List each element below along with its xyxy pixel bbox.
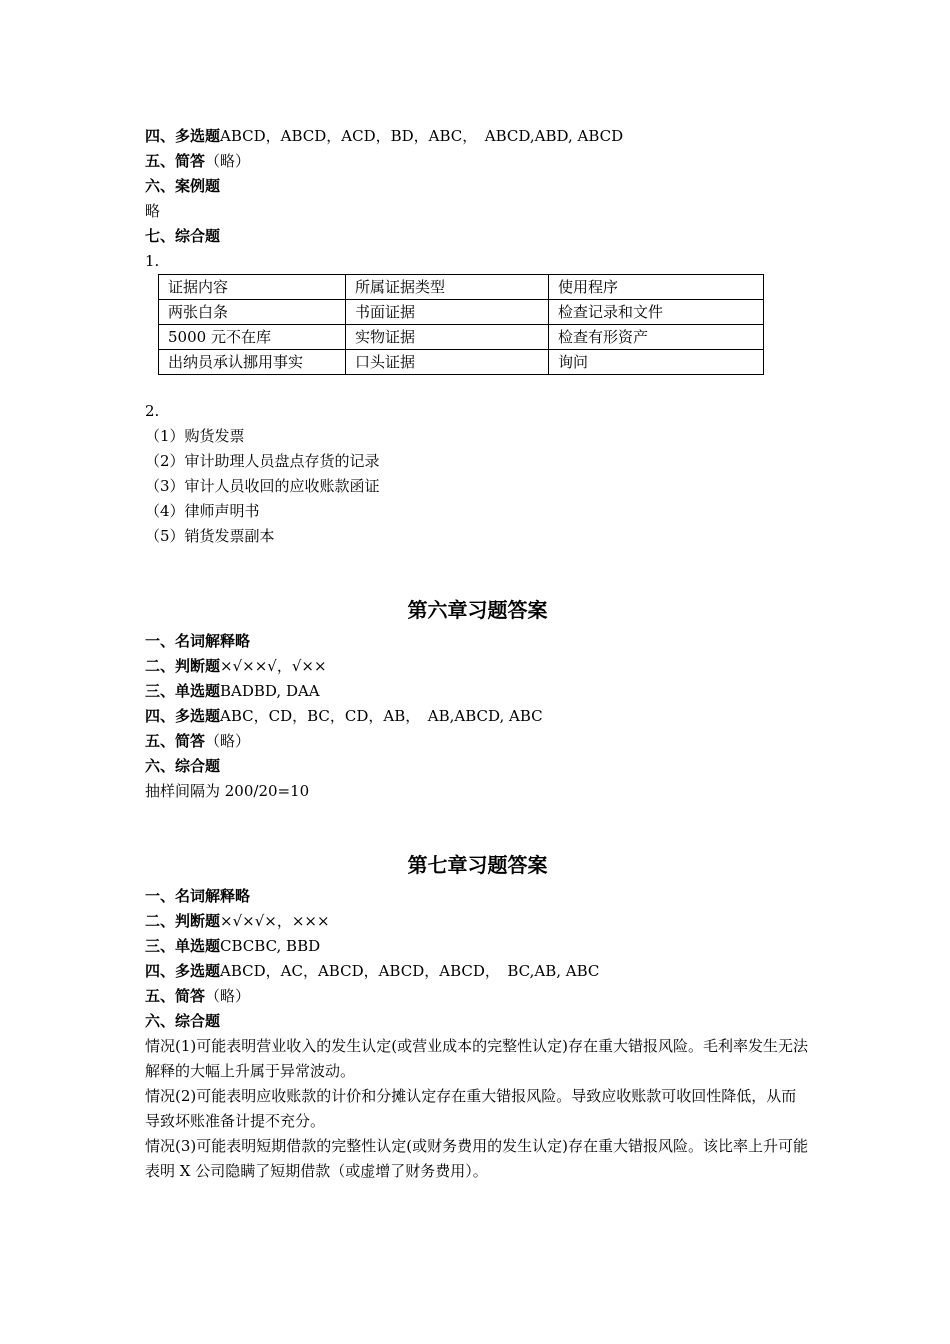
item-number: 2. xyxy=(145,402,160,420)
answer: ABCD，ABCD，ACD，BD，ABC， ABCD,ABD, ABCD xyxy=(220,127,624,145)
paragraph: 情况(1)可能表明营业收入的发生认定(或营业成本的完整性认定)存在重大错报风险。毛利率发生无法解释的大幅上升属于异常波动。 xyxy=(145,1037,808,1080)
list-item: （4）律师声明书 xyxy=(145,502,260,520)
table-header-cell: 使用程序 xyxy=(549,275,764,300)
ch7-multiple-choice xyxy=(145,959,810,984)
chapter-title: 第七章习题答案 xyxy=(407,853,548,877)
ch5-short-answer xyxy=(145,149,810,174)
table-header-cell: 所属证据类型 xyxy=(346,275,549,300)
answer: ABCD，AC，ABCD，ABCD，ABCD， BC,AB, ABC xyxy=(220,962,600,980)
table-cell: 口头证据 xyxy=(346,350,549,375)
chapter-title: 第六章习题答案 xyxy=(407,598,548,622)
answer: CBCBC, BBD xyxy=(220,937,321,955)
table-cell: 5000 元不在库 xyxy=(159,325,346,350)
list-item: （3）审计人员收回的应收账款函证 xyxy=(145,477,380,495)
paragraph: 情况(3)可能表明短期借款的完整性认定(或财务费用的发生认定)存在重大错报风险。该比率上升可能表明 X 公司隐瞒了短期借款（或虚增了财务费用）。 xyxy=(145,1137,808,1180)
table-cell: 询问 xyxy=(549,350,764,375)
ch5-case-heading: 六、案例题 xyxy=(145,177,221,195)
paragraph: 情况(2)可能表明应收账款的计价和分摊认定存在重大错报风险。导致应收账款可收回性降低，从而导致坏账准备计提不充分。 xyxy=(145,1087,797,1130)
ch7-true-false xyxy=(145,909,810,934)
label: 五、简答 xyxy=(145,732,206,750)
item-number: 1. xyxy=(145,252,160,270)
label: 五、简答 xyxy=(145,987,206,1005)
label: 二、判断题 xyxy=(145,912,221,930)
ch7-short-answer xyxy=(145,984,810,1009)
label: 五、简答 xyxy=(145,152,206,170)
ch5-multiple-choice xyxy=(145,124,810,149)
ch7-single-choice xyxy=(145,934,810,959)
ch5-case-answer: 略 xyxy=(145,202,161,220)
list-item: （2）审计助理人员盘点存货的记录 xyxy=(145,452,380,470)
label: 四、多选题 xyxy=(145,962,221,980)
table-cell: 出纳员承认挪用事实 xyxy=(159,350,346,375)
answer: （略） xyxy=(205,152,251,170)
table-cell: 实物证据 xyxy=(346,325,549,350)
list-item: （5）销货发票副本 xyxy=(145,527,275,545)
answer: （略） xyxy=(205,987,251,1005)
table-header-row xyxy=(159,275,764,300)
label: 三、单选题 xyxy=(145,682,221,700)
ch6-short-answer xyxy=(145,729,810,754)
table-row xyxy=(159,350,764,375)
answer: ×√××√，√×× xyxy=(220,657,327,675)
label: 三、单选题 xyxy=(145,937,221,955)
table-cell: 两张白条 xyxy=(159,300,346,325)
ch7-comprehensive-heading: 六、综合题 xyxy=(145,1012,221,1030)
answer: ×√×√×，××× xyxy=(220,912,330,930)
answer: （略） xyxy=(205,732,251,750)
table-cell: 检查有形资产 xyxy=(549,325,764,350)
table-cell: 检查记录和文件 xyxy=(549,300,764,325)
ch6-true-false xyxy=(145,654,810,679)
table-cell: 书面证据 xyxy=(346,300,549,325)
list-item: （1）购货发票 xyxy=(145,427,245,445)
ch5-comprehensive-heading: 七、综合题 xyxy=(145,227,221,245)
ch6-comprehensive-answer: 抽样间隔为 200/20=10 xyxy=(145,782,310,800)
table-row xyxy=(159,300,764,325)
document-page xyxy=(145,124,810,1184)
label: 四、多选题 xyxy=(145,707,221,725)
evidence-table xyxy=(158,274,764,375)
label: 二、判断题 xyxy=(145,657,221,675)
answer: ABC，CD，BC，CD，AB， AB,ABCD, ABC xyxy=(220,707,543,725)
ch7-terms: 一、名词解释略 xyxy=(145,887,251,905)
answer: BADBD, DAA xyxy=(220,682,320,700)
ch6-single-choice xyxy=(145,679,810,704)
table-header-cell: 证据内容 xyxy=(159,275,346,300)
label: 四、多选题 xyxy=(145,127,221,145)
ch6-comprehensive-heading: 六、综合题 xyxy=(145,757,221,775)
ch6-terms: 一、名词解释略 xyxy=(145,632,251,650)
ch6-multiple-choice xyxy=(145,704,810,729)
table-row xyxy=(159,325,764,350)
